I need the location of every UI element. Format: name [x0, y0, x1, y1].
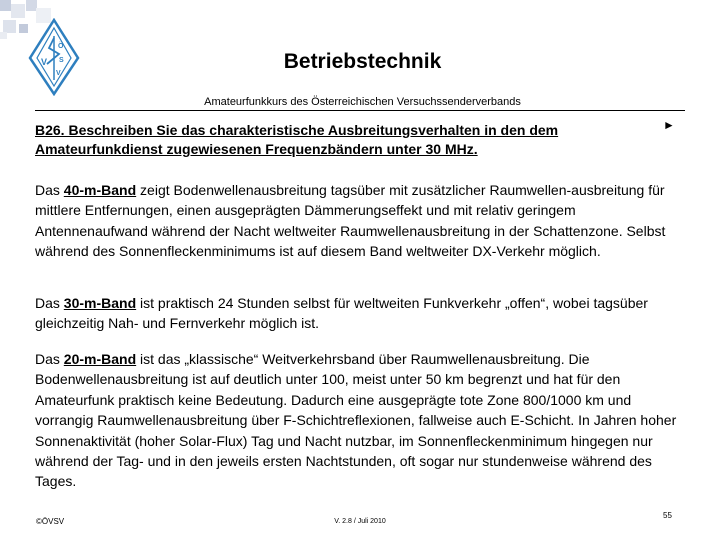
- page-title: Betriebstechnik: [283, 50, 442, 73]
- paragraph-40m: [35, 180, 685, 262]
- footer-version: V. 2.8 / Juli 2010: [334, 518, 386, 525]
- header-divider: [35, 110, 685, 111]
- svg-text:Ö: Ö: [58, 43, 64, 50]
- paragraph-prefix: Das: [35, 295, 64, 311]
- question-text: B26. Beschreiben Sie das charakteristische Ausbreitungsverhalten in den dem Amateurfunkdienst zugewiesenen Frequenzbändern unter 30 MHz.: [35, 122, 559, 157]
- band-name: 30-m-Band: [63, 295, 137, 311]
- band-name: 40-m-Band: [63, 182, 137, 198]
- oevsv-logo-icon: [28, 18, 80, 96]
- svg-text:V: V: [56, 70, 61, 77]
- paragraph-20m: [35, 349, 685, 492]
- footer-copyright: ©ÖVSV: [36, 517, 65, 526]
- paragraph-prefix: Das: [35, 351, 64, 367]
- page-subtitle: Amateurfunkkurs des Österreichischen Versuchssenderverbands: [204, 96, 521, 108]
- page-number: 55: [663, 511, 672, 520]
- paragraph-text: ist das „klassische“ Weitverkehrsband über Raumwellenausbreitung. Die Bodenwellenausbreitung ist auf deutlich unter 100, meist unter 50 km begrenzt und hat für den Amateurfunk praktisch keine Bedeutung. Dadurch eine ausgeprägte tote Zone 800/1000 km und vorrangig Raumwellenausbreitung über F-Schichtreflexionen, fallweise auch E-Schicht. In Jahren hoher Sonnenaktivität (hoher Solar-Flux) Tag und Nacht nutzbar, im Sonnenfleckenminimum hingegen nur während der Tag- und in den jeweils ersten Nachtstunden, oft sogar nur stundenweise während des Tages.: [35, 351, 677, 490]
- next-arrow-icon[interactable]: ►: [663, 118, 675, 132]
- paragraph-text: ist praktisch 24 Stunden selbst für weltweiten Funkverkehr „offen“, wobei tagsüber gleichzeitig Nah- und Fernverkehr möglich ist.: [35, 295, 648, 332]
- paragraph-text: zeigt Bodenwellenausbreitung tagsüber mit zusätzlicher Raumwellen-ausbreitung für mittlere Entfernungen, einen ausgeprägten Dämmerungseffekt und mit relativ geringem Antennenaufwand während der Nacht weltweiter Raumwellenausbreitung in der Schattenzone. Selbst während des Sonnenfleckenminimums ist auf diesem Band weltweiter DX-Verkehr möglich.: [35, 182, 666, 260]
- band-name: 20-m-Band: [63, 351, 137, 367]
- paragraph-30m: [35, 293, 685, 334]
- svg-text:S: S: [59, 57, 64, 64]
- svg-text:V: V: [41, 57, 48, 67]
- paragraph-prefix: Das: [35, 182, 64, 198]
